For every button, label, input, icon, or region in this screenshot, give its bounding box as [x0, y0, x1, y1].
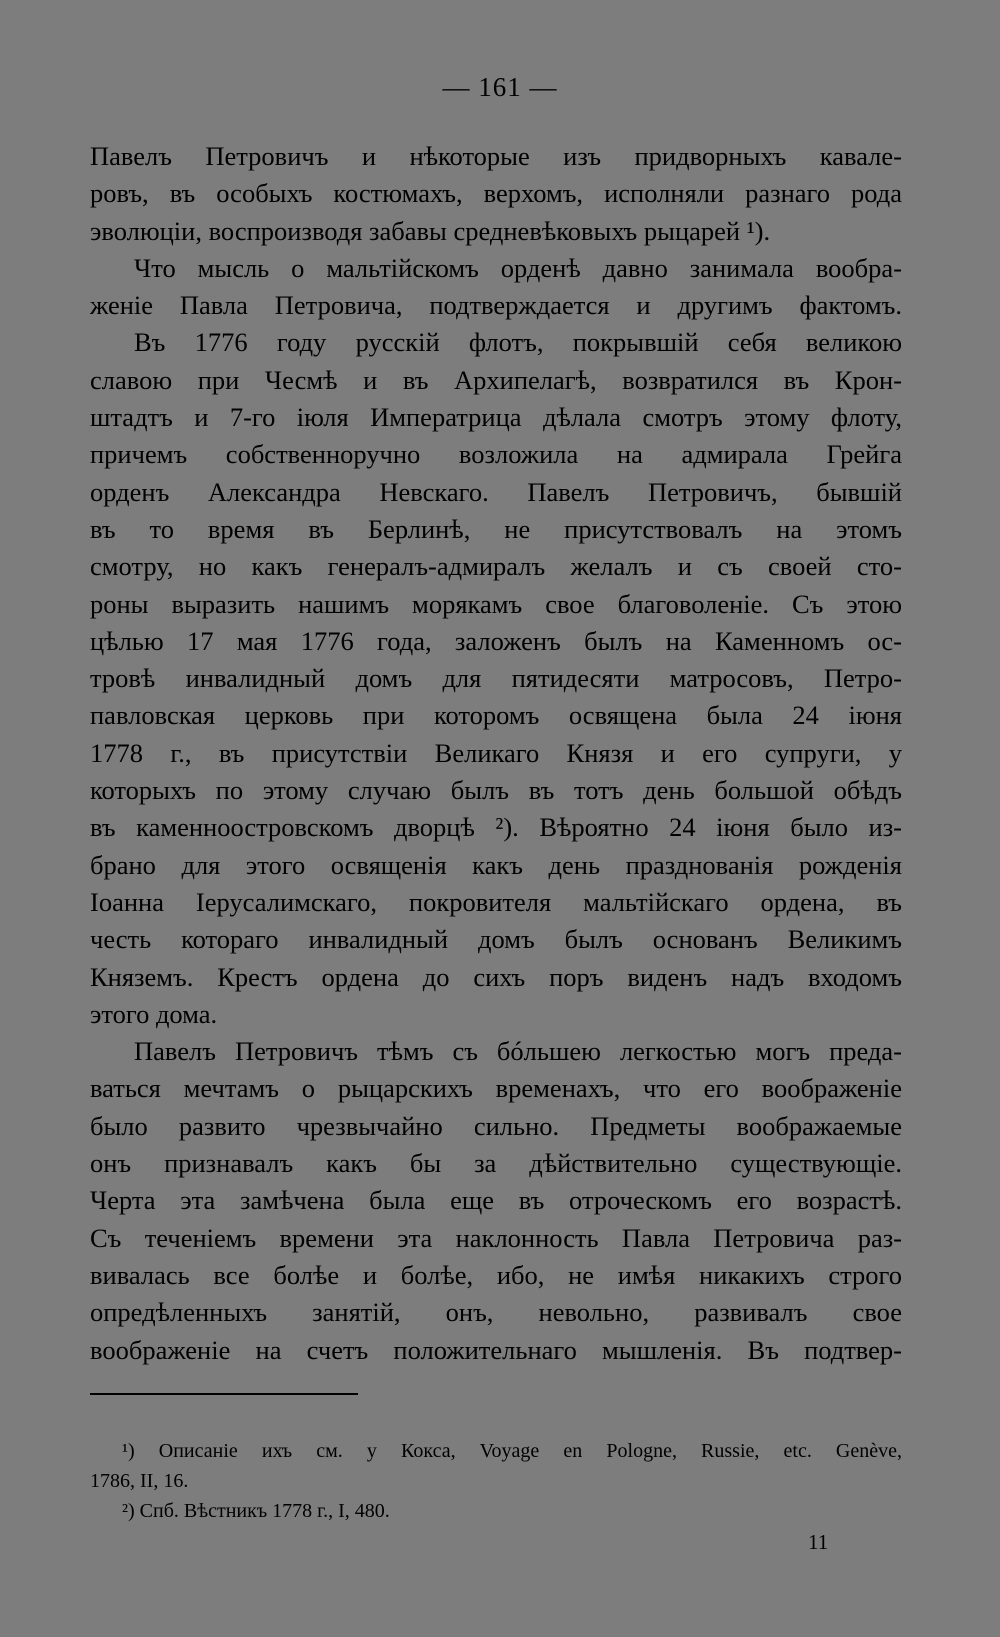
text-line: опредѣленныхъ занятій, онъ, невольно, развивалъ свое	[90, 1297, 902, 1328]
text-line: роны выразить нашимъ морякамъ свое благоволеніе. Съ этою	[90, 588, 902, 619]
text-line: славою при Чесмѣ и въ Архипелагѣ, возвратился въ Крон-	[90, 364, 902, 395]
text-line: Черта эта замѣчена была еще въ отроческомъ его возрастѣ.	[90, 1185, 902, 1216]
text-line: этого дома.	[90, 998, 218, 1029]
text-line: Съ теченіемъ времени эта наклонность Павла Петровича раз-	[90, 1222, 902, 1253]
text-line: ваться мечтамъ о рыцарскихъ временахъ, что его воображеніе	[90, 1073, 902, 1104]
text-line: смотру, но какъ генералъ-адмиралъ желалъ и съ своей сто-	[90, 551, 902, 582]
text-line: Княземъ. Крестъ ордена до сихъ поръ виденъ надъ входомъ	[90, 961, 902, 992]
text-line: цѣлью 17 мая 1776 года, заложенъ былъ на Каменномъ ос-	[90, 625, 902, 656]
text-line: брано для этого освященія какъ день празднованія рожденія	[90, 849, 902, 880]
text-line: вивалась все болѣе и болѣе, ибо, не имѣя никакихъ строго	[90, 1259, 902, 1290]
footnote-divider	[90, 1393, 358, 1395]
signature-mark: 11	[808, 1530, 829, 1554]
text-line: причемъ собственноручно возложила на адмирала Грейга	[90, 439, 902, 470]
text-line: ровъ, въ особыхъ костюмахъ, верхомъ, исполняли разнаго рода	[90, 178, 902, 209]
text-line: честь котораго инвалидный домъ былъ основанъ Великимъ	[90, 924, 902, 955]
text-line: было развито чрезвычайно сильно. Предметы воображаемые	[90, 1110, 902, 1141]
text-line: Что мысль о мальтійскомъ орденѣ давно занимала вообра-	[134, 252, 902, 283]
text-line: павловская церковь при которомъ освящена была 24 іюня	[90, 700, 902, 731]
text-line: которыхъ по этому случаю былъ въ тотъ день большой обѣдъ	[90, 775, 902, 806]
main-text	[90, 138, 902, 1369]
footnote-line: ¹) Описаніе ихъ см. у Кокса, Voyage en Pologne, Russie, etc. Genève,	[122, 1440, 902, 1462]
text-line: женіе Павла Петровича, подтверждается и другимъ фактомъ.	[90, 290, 902, 321]
footnote-line: 1786, II, 16.	[90, 1470, 189, 1492]
text-line: орденъ Александра Невскаго. Павелъ Петровичъ, бывшій	[90, 476, 902, 507]
text-line: Въ 1776 году русскій флотъ, покрывшій себя великою	[134, 327, 902, 358]
text-line: штадтъ и 7-го іюля Императрица дѣлала смотръ этому флоту,	[90, 402, 902, 433]
text-line: Павелъ Петровичъ тѣмъ съ бóльшею легкостью могъ преда-	[134, 1036, 902, 1067]
text-line: въ каменноостровскомъ дворцѣ ²). Вѣроятно 24 іюня было из-	[90, 812, 902, 843]
text-line: Іоанна Іерусалимскаго, покровителя мальтійскаго ордена, въ	[90, 886, 902, 917]
footnotes	[90, 1436, 902, 1526]
text-line: тровѣ инвалидный домъ для пятидесяти матросовъ, Петро-	[90, 663, 902, 694]
text-line: Павелъ Петровичъ и нѣкоторые изъ придворныхъ кавале-	[90, 141, 902, 171]
page-number: — 161 —	[442, 72, 558, 102]
footnote-line: ²) Спб. Вѣстникъ 1778 г., I, 480.	[122, 1500, 390, 1522]
text-line: въ то время въ Берлинѣ, не присутствовалъ на этомъ	[90, 513, 902, 544]
text-line: воображеніе на счетъ положительнаго мышленія. Въ подтвер-	[90, 1334, 902, 1365]
text-line: 1778 г., въ присутствіи Великаго Князя и его супруги, у	[90, 737, 902, 768]
text-line: эволюціи, воспроизводя забавы средневѣковыхъ рыцарей ¹).	[90, 215, 771, 246]
text-line: онъ признавалъ какъ бы за дѣйствительно существующіе.	[90, 1148, 902, 1179]
